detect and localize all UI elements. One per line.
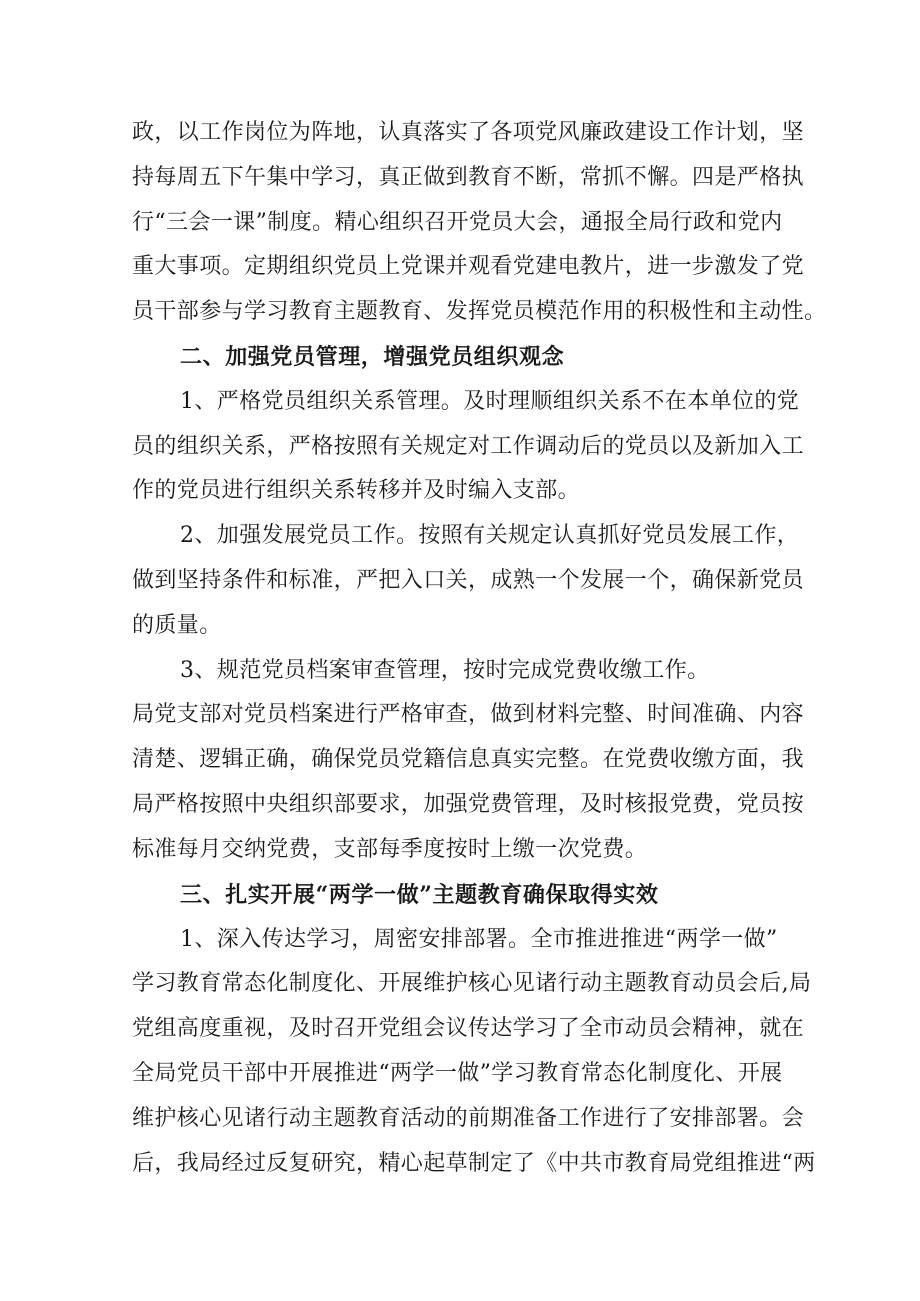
body-text-line: 清楚、逻辑正确，确保党员党籍信息真实完整。在党费收缴方面，我 bbox=[132, 747, 805, 772]
body-text-line: 持每周五下午集中学习，真正做到教育不断，常抓不懈。四是严格执 bbox=[132, 165, 805, 190]
section-heading: 二、加强党员管理，增强党员组织观念 bbox=[180, 344, 565, 370]
body-text-line: 员干部参与学习教育主题教育、发挥党员模范作用的积极性和主动性。 bbox=[132, 299, 827, 324]
body-text-line: 党组高度重视，及时召开党组会议传达学习了全市动员会精神，就在 bbox=[132, 1016, 805, 1041]
body-text-line: 重大事项。定期组织党员上党课并观看党建电教片，进一步激发了党 bbox=[132, 254, 805, 279]
body-text-line: 全局党员干部中开展推进“两学一做”学习教育常态化制度化、开展 bbox=[132, 1061, 783, 1086]
body-text-line: 行“三会一课”制度。精心组织召开党员大会，通报全局行政和党内 bbox=[132, 210, 783, 235]
body-text-line: 做到坚持条件和标准，严把入口关，成熟一个发展一个，确保新党员 bbox=[132, 568, 805, 593]
body-text-line: 员的组织关系，严格按照有关规定对工作调动后的党员以及新加入工 bbox=[132, 434, 805, 459]
body-text-line: 局严格按照中央组织部要求，加强党费管理，及时核报党费，党员按 bbox=[132, 792, 805, 817]
body-text-line: 维护核心见诸行动主题教育活动的前期准备工作进行了安排部署。会 bbox=[132, 1106, 805, 1131]
paragraph-first-line: 1、严格党员组织关系管理。及时理顺组织关系不在本单位的党 bbox=[180, 389, 800, 414]
body-text-line: 后，我局经过反复研究，精心起草制定了《中共市教育局党组推进“两 bbox=[132, 1151, 816, 1176]
body-text-line: 学习教育常态化制度化、开展维护核心见诸行动主题教育动员会后,局 bbox=[132, 971, 812, 996]
paragraph-first-line: 1、深入传达学习，周密安排部署。全市推进推进“两学一做” bbox=[180, 927, 778, 952]
body-text-line: 局党支部对党员档案进行严格审查，做到材料完整、时间准确、内容 bbox=[132, 702, 805, 727]
paragraph-first-line: 2、加强发展党员工作。按照有关规定认真抓好党员发展工作， bbox=[180, 523, 800, 548]
section-heading: 三、扎实开展“两学一做”主题教育确保取得实效 bbox=[180, 882, 659, 908]
body-text-line: 政，以工作岗位为阵地，认真落实了各项党风廉政建设工作计划，坚 bbox=[132, 120, 805, 145]
body-text-line: 的质量。 bbox=[132, 613, 222, 638]
body-text-line: 标准每月交纳党费，支部每季度按时上缴一次党费。 bbox=[132, 837, 648, 862]
paragraph-first-line: 3、规范党员档案审查管理，按时完成党费收缴工作。 bbox=[180, 658, 710, 683]
body-text-line: 作的党员进行组织关系转移并及时编入支部。 bbox=[132, 478, 581, 503]
